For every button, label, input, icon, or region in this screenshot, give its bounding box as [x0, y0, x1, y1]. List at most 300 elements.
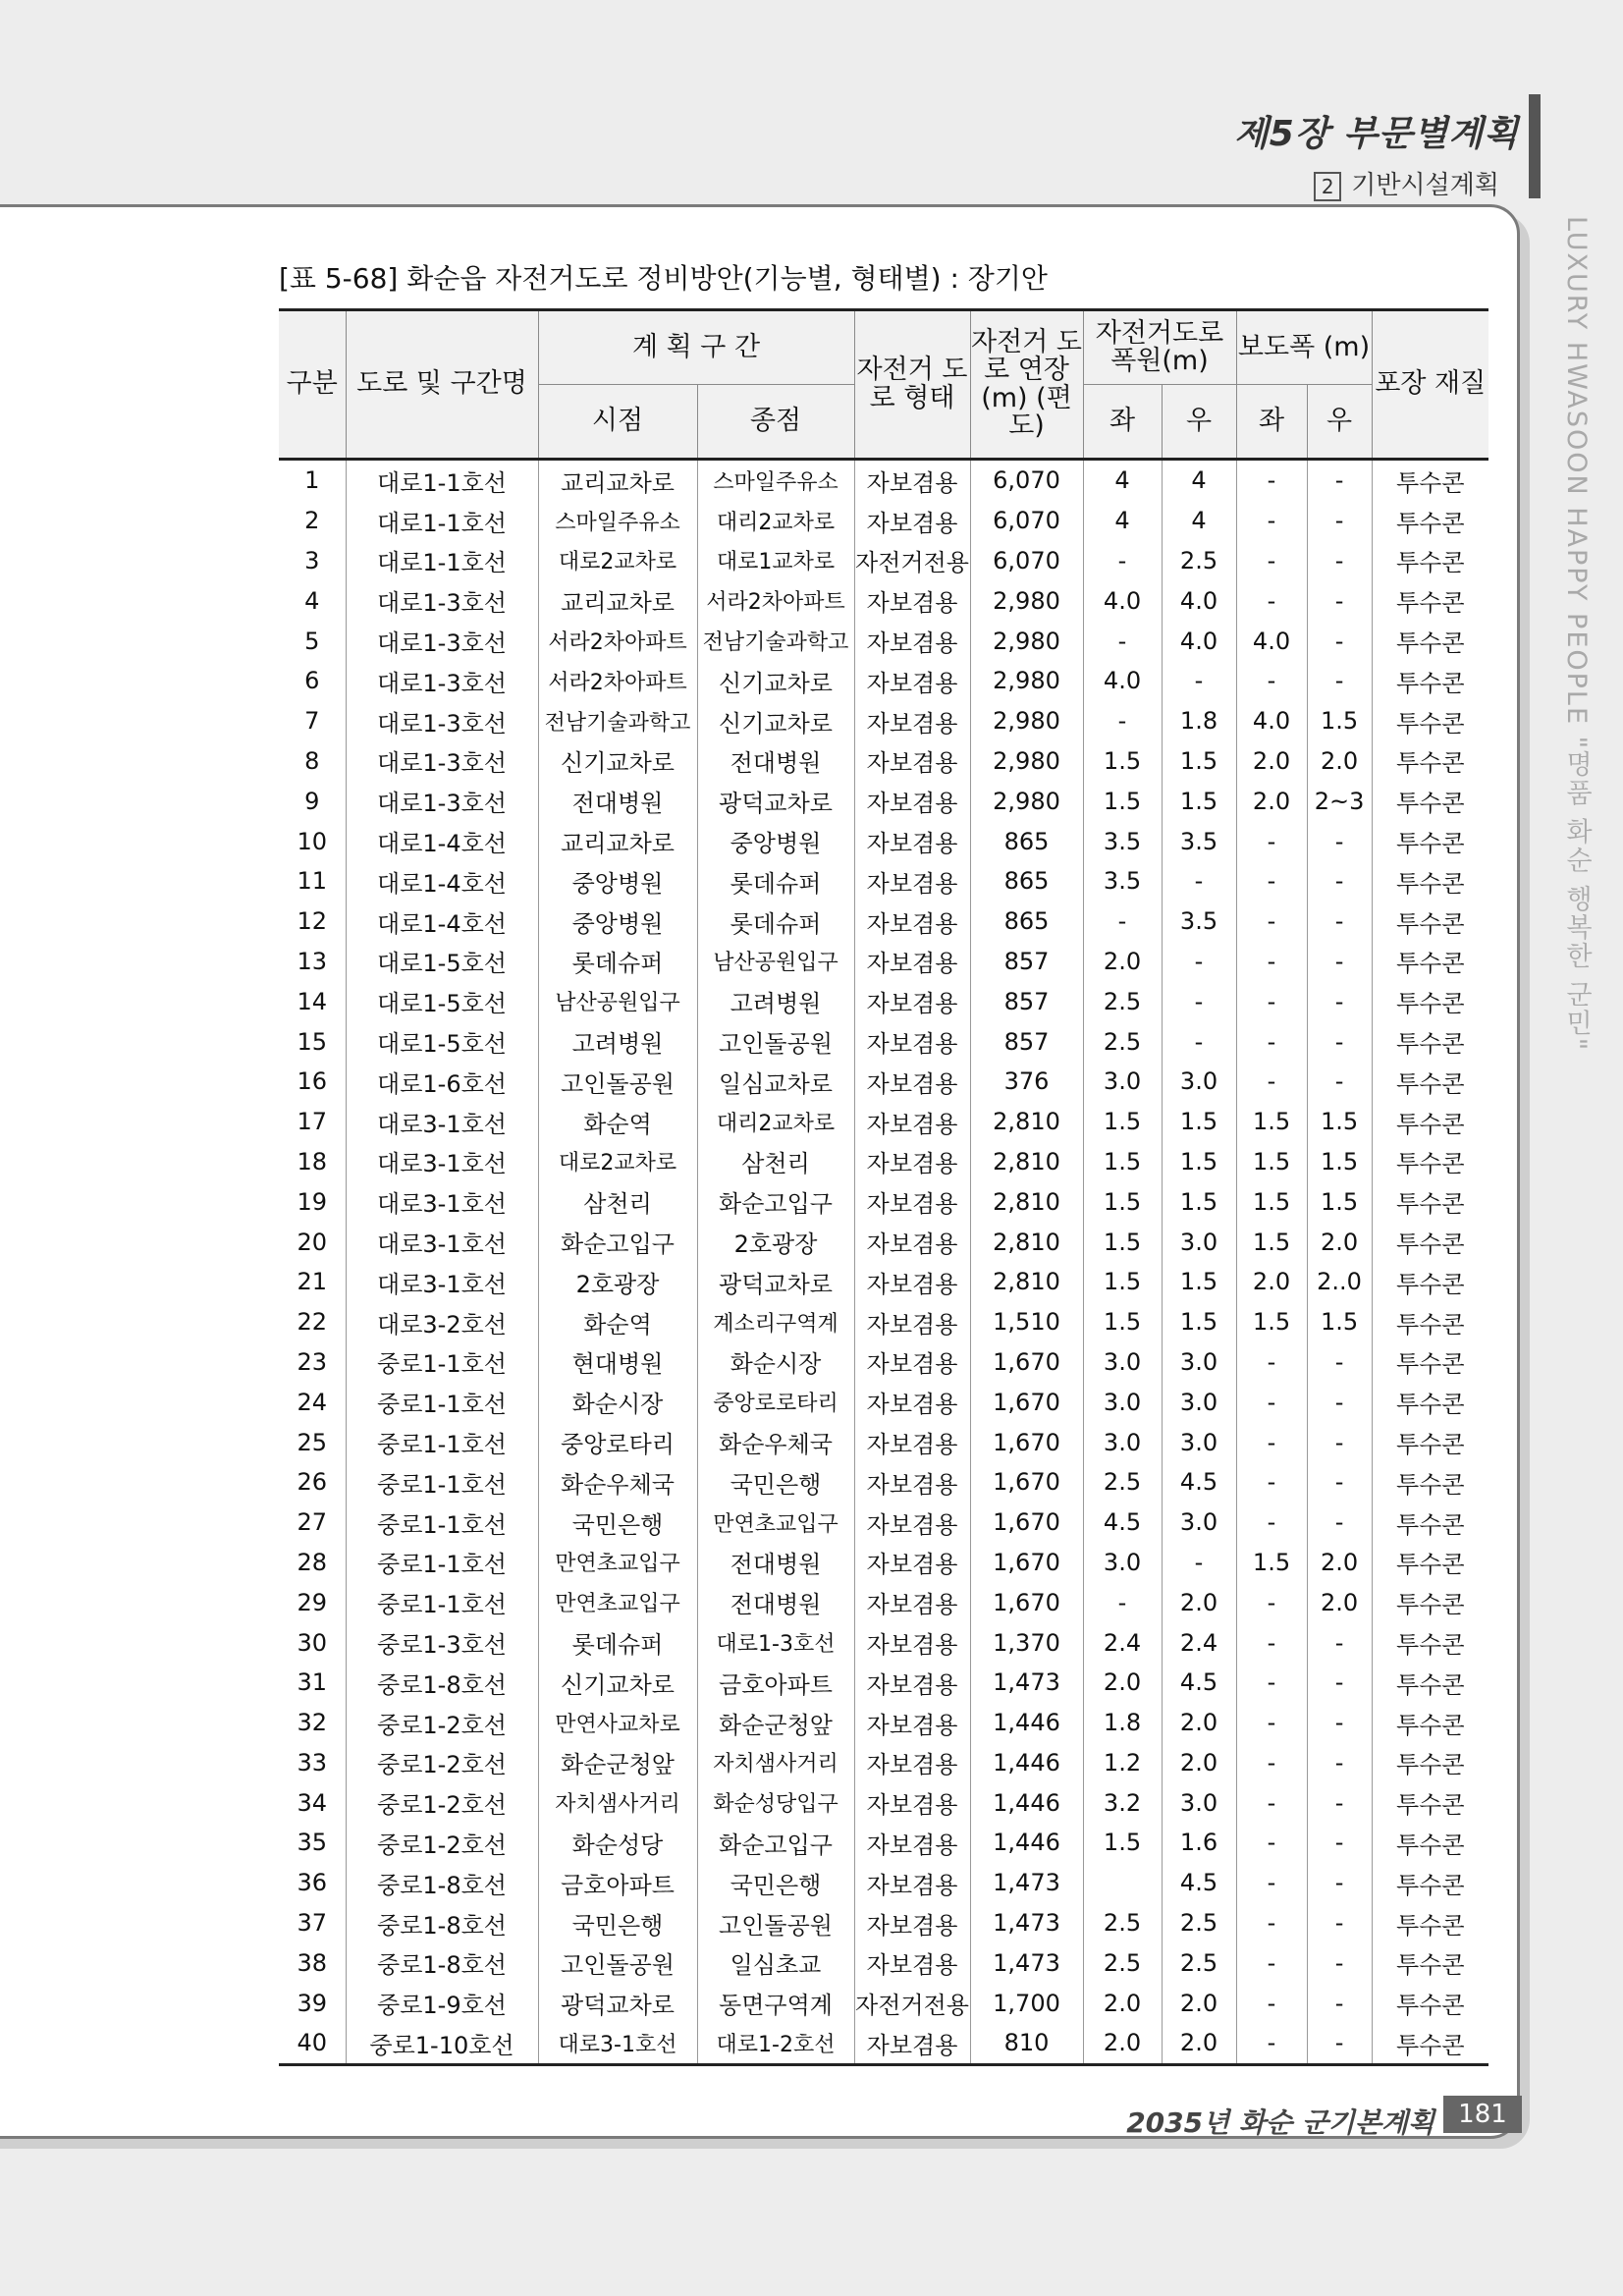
- chapter-title: 제5장 부문별계획: [1233, 114, 1519, 154]
- table-row: [279, 1382, 1488, 1422]
- cell-no: 32: [279, 1703, 346, 1743]
- cell-start: 국민은행: [538, 1503, 697, 1543]
- cell-width-left: 2.5: [1083, 981, 1162, 1021]
- cell-sidewalk-right: -: [1307, 580, 1372, 621]
- cell-start: 고인돌공원: [538, 1942, 697, 1983]
- section-number: 2: [1314, 172, 1341, 201]
- cell-width-right: 4.5: [1162, 1462, 1236, 1503]
- cell-length: 1,473: [970, 1942, 1083, 1983]
- cell-no: 24: [279, 1382, 346, 1422]
- table-row: [279, 1222, 1488, 1262]
- cell-width-left: 1.5: [1083, 1222, 1162, 1262]
- cell-pavement: 투수콘: [1372, 1863, 1488, 1903]
- cell-end: 계소리구역계: [697, 1302, 854, 1342]
- table-row: [279, 1062, 1488, 1102]
- cell-sidewalk-right: 2..0: [1307, 1262, 1372, 1302]
- cell-sidewalk-right: -: [1307, 981, 1372, 1021]
- cell-width-right: 4.0: [1162, 580, 1236, 621]
- header-start: 시점: [538, 385, 697, 460]
- cell-sidewalk-right: -: [1307, 661, 1372, 701]
- cell-length: 2,980: [970, 781, 1083, 821]
- table-row: [279, 1622, 1488, 1663]
- cell-width-right: 1.5: [1162, 741, 1236, 782]
- cell-sidewalk-right: -: [1307, 1823, 1372, 1863]
- cell-length: 2,980: [970, 580, 1083, 621]
- cell-type: 자보겸용: [854, 1503, 970, 1543]
- cell-pavement: 투수콘: [1372, 1222, 1488, 1262]
- cell-sidewalk-left: -: [1236, 1422, 1307, 1462]
- cell-width-right: -: [1162, 1021, 1236, 1062]
- cell-width-left: 1.5: [1083, 1262, 1162, 1302]
- cell-type: 자보겸용: [854, 1422, 970, 1462]
- cell-pavement: 투수콘: [1372, 1503, 1488, 1543]
- cell-length: 865: [970, 861, 1083, 902]
- cell-pavement: 투수콘: [1372, 942, 1488, 982]
- cell-road: 대로1-4호선: [346, 861, 538, 902]
- cell-length: 2,810: [970, 1102, 1083, 1142]
- cell-road: 중로1-1호선: [346, 1503, 538, 1543]
- cell-no: 35: [279, 1823, 346, 1863]
- cell-length: 1,446: [970, 1823, 1083, 1863]
- side-slogan: LUXURY HWASOON HAPPY PEOPLE "명품 화순 행복한 군민": [1561, 216, 1592, 1053]
- cell-width-left: 2.0: [1083, 2023, 1162, 2064]
- cell-no: 3: [279, 541, 346, 581]
- cell-pavement: 투수콘: [1372, 501, 1488, 541]
- cell-sidewalk-left: 4.0: [1236, 701, 1307, 741]
- cell-width-right: 3.5: [1162, 902, 1236, 942]
- cell-start: 고인돌공원: [538, 1062, 697, 1102]
- header-width-right: 우: [1162, 385, 1236, 460]
- cell-width-right: 3.0: [1162, 1342, 1236, 1383]
- cell-sidewalk-right: 2.0: [1307, 1582, 1372, 1622]
- cell-width-left: 4.5: [1083, 1503, 1162, 1543]
- cell-type: 자보겸용: [854, 1222, 970, 1262]
- cell-width-right: 2.5: [1162, 1942, 1236, 1983]
- cell-sidewalk-right: -: [1307, 861, 1372, 902]
- header-length: 자전거 도로 연장(m) (편도): [970, 310, 1083, 460]
- cell-start: 2호광장: [538, 1262, 697, 1302]
- table-row: [279, 781, 1488, 821]
- cell-no: 26: [279, 1462, 346, 1503]
- cell-pavement: 투수콘: [1372, 1823, 1488, 1863]
- cell-pavement: 투수콘: [1372, 1703, 1488, 1743]
- cell-width-right: -: [1162, 942, 1236, 982]
- cell-start: 교리교차로: [538, 821, 697, 861]
- cell-width-right: 1.5: [1162, 1181, 1236, 1222]
- cell-length: 1,473: [970, 1903, 1083, 1943]
- cell-sidewalk-right: -: [1307, 1503, 1372, 1543]
- cell-type: 자보겸용: [854, 1302, 970, 1342]
- cell-no: 37: [279, 1903, 346, 1943]
- cell-type: 자보겸용: [854, 1942, 970, 1983]
- cell-sidewalk-left: 1.5: [1236, 1543, 1307, 1583]
- cell-width-right: -: [1162, 661, 1236, 701]
- cell-width-right: 3.0: [1162, 1382, 1236, 1422]
- table-row: [279, 661, 1488, 701]
- cell-road: 중로1-8호선: [346, 1863, 538, 1903]
- cell-end: 국민은행: [697, 1462, 854, 1503]
- cell-road: 중로1-3호선: [346, 1622, 538, 1663]
- cell-start: 삼천리: [538, 1181, 697, 1222]
- cell-end: 신기교차로: [697, 701, 854, 741]
- table-row: [279, 2023, 1488, 2064]
- cell-pavement: 투수콘: [1372, 1983, 1488, 2023]
- cell-road: 대로1-3호선: [346, 781, 538, 821]
- cell-end: 신기교차로: [697, 661, 854, 701]
- cell-pavement: 투수콘: [1372, 821, 1488, 861]
- cell-width-left: -: [1083, 541, 1162, 581]
- cell-end: 국민은행: [697, 1863, 854, 1903]
- table-row: [279, 1102, 1488, 1142]
- cell-pavement: 투수콘: [1372, 1942, 1488, 1983]
- cell-width-right: 1.5: [1162, 781, 1236, 821]
- cell-pavement: 투수콘: [1372, 861, 1488, 902]
- cell-sidewalk-left: -: [1236, 541, 1307, 581]
- cell-no: 5: [279, 621, 346, 661]
- cell-type: 자보겸용: [854, 1782, 970, 1823]
- cell-width-right: 1.6: [1162, 1823, 1236, 1863]
- cell-sidewalk-right: 1.5: [1307, 1181, 1372, 1222]
- cell-sidewalk-left: -: [1236, 1983, 1307, 2023]
- table-row: [279, 1142, 1488, 1182]
- table-row: [279, 1903, 1488, 1943]
- cell-no: 25: [279, 1422, 346, 1462]
- cell-no: 4: [279, 580, 346, 621]
- table-row: [279, 621, 1488, 661]
- cell-road: 중로1-2호선: [346, 1703, 538, 1743]
- cell-width-left: 2.5: [1083, 1942, 1162, 1983]
- cell-width-left: 2.0: [1083, 1983, 1162, 2023]
- cell-type: 자보겸용: [854, 902, 970, 942]
- cell-road: 중로1-1호선: [346, 1422, 538, 1462]
- cell-start: 고려병원: [538, 1021, 697, 1062]
- cell-sidewalk-right: -: [1307, 1782, 1372, 1823]
- cell-width-right: 2.0: [1162, 1703, 1236, 1743]
- cell-width-right: 3.0: [1162, 1062, 1236, 1102]
- table-row: [279, 1743, 1488, 1783]
- cell-length: 2,810: [970, 1142, 1083, 1182]
- cell-sidewalk-left: -: [1236, 1942, 1307, 1983]
- cell-sidewalk-right: -: [1307, 1942, 1372, 1983]
- cell-type: 자보겸용: [854, 501, 970, 541]
- table-row: [279, 1582, 1488, 1622]
- cell-start: 만연초교입구: [538, 1582, 697, 1622]
- cell-width-left: 1.5: [1083, 1102, 1162, 1142]
- cell-pavement: 투수콘: [1372, 2023, 1488, 2064]
- cell-road: 대로1-1호선: [346, 501, 538, 541]
- cell-road: 중로1-1호선: [346, 1382, 538, 1422]
- cell-end: 고인돌공원: [697, 1903, 854, 1943]
- cell-sidewalk-left: -: [1236, 1903, 1307, 1943]
- cell-type: 자보겸용: [854, 1903, 970, 1943]
- cell-sidewalk-right: -: [1307, 1342, 1372, 1383]
- cell-width-right: 3.0: [1162, 1222, 1236, 1262]
- cell-road: 중로1-2호선: [346, 1823, 538, 1863]
- cell-road: 대로1-3호선: [346, 580, 538, 621]
- header-section: 계 획 구 간: [538, 310, 854, 385]
- cell-end: 전대병원: [697, 741, 854, 782]
- cell-road: 대로1-1호선: [346, 541, 538, 581]
- cell-width-right: 1.5: [1162, 1102, 1236, 1142]
- cell-type: 자보겸용: [854, 1823, 970, 1863]
- cell-start: 롯데슈퍼: [538, 942, 697, 982]
- cell-start: 금호아파트: [538, 1863, 697, 1903]
- cell-length: 1,446: [970, 1782, 1083, 1823]
- cell-sidewalk-right: 1.5: [1307, 701, 1372, 741]
- cell-road: 중로1-9호선: [346, 1983, 538, 2023]
- cell-pavement: 투수콘: [1372, 1462, 1488, 1503]
- cell-type: 자보겸용: [854, 1021, 970, 1062]
- cell-sidewalk-left: -: [1236, 1462, 1307, 1503]
- cell-width-left: 1.5: [1083, 1142, 1162, 1182]
- cell-sidewalk-right: -: [1307, 1422, 1372, 1462]
- cell-length: 1,446: [970, 1703, 1083, 1743]
- cell-sidewalk-left: -: [1236, 1062, 1307, 1102]
- cell-pavement: 투수콘: [1372, 981, 1488, 1021]
- cell-width-right: -: [1162, 1543, 1236, 1583]
- cell-width-left: 1.5: [1083, 781, 1162, 821]
- table-body: [279, 460, 1488, 2065]
- table-row: [279, 580, 1488, 621]
- cell-sidewalk-right: -: [1307, 1863, 1372, 1903]
- cell-length: 1,670: [970, 1382, 1083, 1422]
- cell-length: 1,670: [970, 1462, 1083, 1503]
- cell-end: 롯데슈퍼: [697, 902, 854, 942]
- cell-road: 대로1-3호선: [346, 741, 538, 782]
- cell-road: 대로3-1호선: [346, 1262, 538, 1302]
- cell-length: 857: [970, 1021, 1083, 1062]
- header-road: 도로 및 구간명: [346, 310, 538, 460]
- cell-sidewalk-left: -: [1236, 1382, 1307, 1422]
- cell-no: 7: [279, 701, 346, 741]
- cell-width-left: 3.0: [1083, 1382, 1162, 1422]
- cell-sidewalk-left: 2.0: [1236, 781, 1307, 821]
- cell-road: 중로1-1호선: [346, 1462, 538, 1503]
- cell-end: 대로1교차로: [697, 541, 854, 581]
- cell-type: 자보겸용: [854, 821, 970, 861]
- cell-type: 자보겸용: [854, 741, 970, 782]
- cell-sidewalk-right: -: [1307, 1703, 1372, 1743]
- cell-no: 9: [279, 781, 346, 821]
- cell-type: 자보겸용: [854, 1262, 970, 1302]
- section-title: [1314, 165, 1499, 201]
- cell-end: 화순성당입구: [697, 1782, 854, 1823]
- cell-end: 전남기술과학고: [697, 621, 854, 661]
- cell-start: 중앙병원: [538, 902, 697, 942]
- cell-type: 자보겸용: [854, 1622, 970, 1663]
- header-sidewalk-right: 우: [1307, 385, 1372, 460]
- cell-start: 대로2교차로: [538, 1142, 697, 1182]
- cell-width-right: 2.5: [1162, 541, 1236, 581]
- cell-type: 자보겸용: [854, 861, 970, 902]
- cell-width-left: 3.0: [1083, 1543, 1162, 1583]
- cell-width-left: -: [1083, 701, 1162, 741]
- cell-road: 중로1-8호선: [346, 1942, 538, 1983]
- cell-pavement: 투수콘: [1372, 1262, 1488, 1302]
- cell-road: 중로1-8호선: [346, 1903, 538, 1943]
- cell-sidewalk-right: -: [1307, 1663, 1372, 1703]
- cell-sidewalk-left: -: [1236, 1823, 1307, 1863]
- cell-no: 28: [279, 1543, 346, 1583]
- cell-width-right: 3.0: [1162, 1422, 1236, 1462]
- cell-end: 중앙병원: [697, 821, 854, 861]
- table-row: [279, 1302, 1488, 1342]
- table-row: [279, 460, 1488, 501]
- cell-end: 만연초교입구: [697, 1503, 854, 1543]
- cell-end: 전대병원: [697, 1582, 854, 1622]
- cell-type: 자보겸용: [854, 580, 970, 621]
- cell-end: 남산공원입구: [697, 942, 854, 982]
- table-row: [279, 821, 1488, 861]
- cell-sidewalk-right: 2.0: [1307, 1222, 1372, 1262]
- cell-length: 2,810: [970, 1262, 1083, 1302]
- cell-start: 대로3-1호선: [538, 2023, 697, 2064]
- cell-length: 1,670: [970, 1543, 1083, 1583]
- cell-sidewalk-left: -: [1236, 942, 1307, 982]
- cell-width-left: 1.5: [1083, 1181, 1162, 1222]
- cell-pavement: 투수콘: [1372, 1062, 1488, 1102]
- cell-start: 신기교차로: [538, 741, 697, 782]
- bicycle-road-table: [279, 308, 1488, 2066]
- cell-sidewalk-right: -: [1307, 541, 1372, 581]
- cell-no: 6: [279, 661, 346, 701]
- cell-end: 동면구역계: [697, 1983, 854, 2023]
- cell-width-right: 4: [1162, 501, 1236, 541]
- header-pavement: 포장 재질: [1372, 310, 1488, 460]
- cell-width-left: 4: [1083, 501, 1162, 541]
- cell-type: 자보겸용: [854, 1102, 970, 1142]
- cell-pavement: 투수콘: [1372, 1622, 1488, 1663]
- cell-pavement: 투수콘: [1372, 580, 1488, 621]
- cell-end: 고인돌공원: [697, 1021, 854, 1062]
- cell-no: 20: [279, 1222, 346, 1262]
- cell-length: 2,980: [970, 621, 1083, 661]
- cell-no: 38: [279, 1942, 346, 1983]
- cell-start: 만연초교입구: [538, 1543, 697, 1583]
- cell-length: 2,980: [970, 741, 1083, 782]
- cell-road: 중로1-2호선: [346, 1782, 538, 1823]
- cell-no: 17: [279, 1102, 346, 1142]
- cell-sidewalk-left: -: [1236, 501, 1307, 541]
- table-row: [279, 1942, 1488, 1983]
- cell-length: 6,070: [970, 501, 1083, 541]
- cell-width-left: 2.0: [1083, 1663, 1162, 1703]
- cell-sidewalk-left: -: [1236, 1743, 1307, 1783]
- cell-pavement: 투수콘: [1372, 1422, 1488, 1462]
- cell-width-left: 1.8: [1083, 1703, 1162, 1743]
- cell-sidewalk-right: -: [1307, 942, 1372, 982]
- cell-pavement: 투수콘: [1372, 621, 1488, 661]
- cell-pavement: 투수콘: [1372, 701, 1488, 741]
- cell-end: 화순고입구: [697, 1181, 854, 1222]
- cell-sidewalk-right: -: [1307, 501, 1372, 541]
- table-row: [279, 861, 1488, 902]
- cell-road: 대로1-4호선: [346, 821, 538, 861]
- table-row: [279, 1503, 1488, 1543]
- cell-sidewalk-right: 2~3: [1307, 781, 1372, 821]
- cell-sidewalk-left: 1.5: [1236, 1222, 1307, 1262]
- cell-type: 자보겸용: [854, 942, 970, 982]
- cell-sidewalk-right: -: [1307, 1382, 1372, 1422]
- cell-road: 대로3-1호선: [346, 1102, 538, 1142]
- cell-width-right: 3.5: [1162, 821, 1236, 861]
- cell-start: 화순성당: [538, 1823, 697, 1863]
- cell-length: 1,510: [970, 1302, 1083, 1342]
- cell-width-right: 2.5: [1162, 1903, 1236, 1943]
- cell-start: 만연사교차로: [538, 1703, 697, 1743]
- cell-start: 자치샘사거리: [538, 1782, 697, 1823]
- cell-start: 화순고입구: [538, 1222, 697, 1262]
- cell-width-right: 4: [1162, 460, 1236, 501]
- cell-pavement: 투수콘: [1372, 1181, 1488, 1222]
- cell-road: 중로1-10호선: [346, 2023, 538, 2064]
- cell-pavement: 투수콘: [1372, 460, 1488, 501]
- table-row: [279, 1462, 1488, 1503]
- cell-start: 중앙로타리: [538, 1422, 697, 1462]
- cell-type: 자보겸용: [854, 1342, 970, 1383]
- cell-start: 서라2차아파트: [538, 661, 697, 701]
- cell-sidewalk-right: 1.5: [1307, 1142, 1372, 1182]
- table-row: [279, 1782, 1488, 1823]
- table-caption: [표 5-68] 화순읍 자전거도로 정비방안(기능별, 형태별) : 장기안: [279, 262, 1048, 295]
- table-row: [279, 1663, 1488, 1703]
- table-row: [279, 942, 1488, 982]
- cell-width-left: 3.0: [1083, 1422, 1162, 1462]
- cell-start: 화순우체국: [538, 1462, 697, 1503]
- cell-type: 자보겸용: [854, 1462, 970, 1503]
- cell-type: 자보겸용: [854, 1743, 970, 1783]
- cell-start: 남산공원입구: [538, 981, 697, 1021]
- cell-type: 자보겸용: [854, 1703, 970, 1743]
- cell-no: 29: [279, 1582, 346, 1622]
- header-type: 자전거 도로 형태: [854, 310, 970, 460]
- cell-width-left: 1.5: [1083, 741, 1162, 782]
- cell-width-left: 3.0: [1083, 1062, 1162, 1102]
- cell-road: 대로1-3호선: [346, 621, 538, 661]
- cell-road: 중로1-1호선: [346, 1543, 538, 1583]
- cell-sidewalk-right: -: [1307, 1462, 1372, 1503]
- cell-end: 금호아파트: [697, 1663, 854, 1703]
- table-row: [279, 501, 1488, 541]
- cell-end: 2호광장: [697, 1222, 854, 1262]
- cell-end: 중앙로로타리: [697, 1382, 854, 1422]
- cell-width-right: 2.0: [1162, 1582, 1236, 1622]
- cell-sidewalk-left: -: [1236, 1342, 1307, 1383]
- cell-pavement: 투수콘: [1372, 1743, 1488, 1783]
- cell-sidewalk-left: -: [1236, 580, 1307, 621]
- table-row: [279, 701, 1488, 741]
- cell-width-right: -: [1162, 981, 1236, 1021]
- cell-no: 15: [279, 1021, 346, 1062]
- cell-no: 8: [279, 741, 346, 782]
- cell-end: 화순군청앞: [697, 1703, 854, 1743]
- cell-sidewalk-left: -: [1236, 460, 1307, 501]
- cell-sidewalk-left: 1.5: [1236, 1181, 1307, 1222]
- cell-end: 일심초교: [697, 1942, 854, 1983]
- cell-pavement: 투수콘: [1372, 1782, 1488, 1823]
- cell-sidewalk-left: -: [1236, 861, 1307, 902]
- cell-end: 스마일주유소: [697, 460, 854, 501]
- cell-sidewalk-right: -: [1307, 621, 1372, 661]
- cell-sidewalk-right: -: [1307, 2023, 1372, 2064]
- table-row: [279, 541, 1488, 581]
- table-row: [279, 1703, 1488, 1743]
- cell-sidewalk-right: 1.5: [1307, 1302, 1372, 1342]
- cell-no: 36: [279, 1863, 346, 1903]
- cell-pavement: 투수콘: [1372, 1021, 1488, 1062]
- cell-no: 33: [279, 1743, 346, 1783]
- cell-pavement: 투수콘: [1372, 1342, 1488, 1383]
